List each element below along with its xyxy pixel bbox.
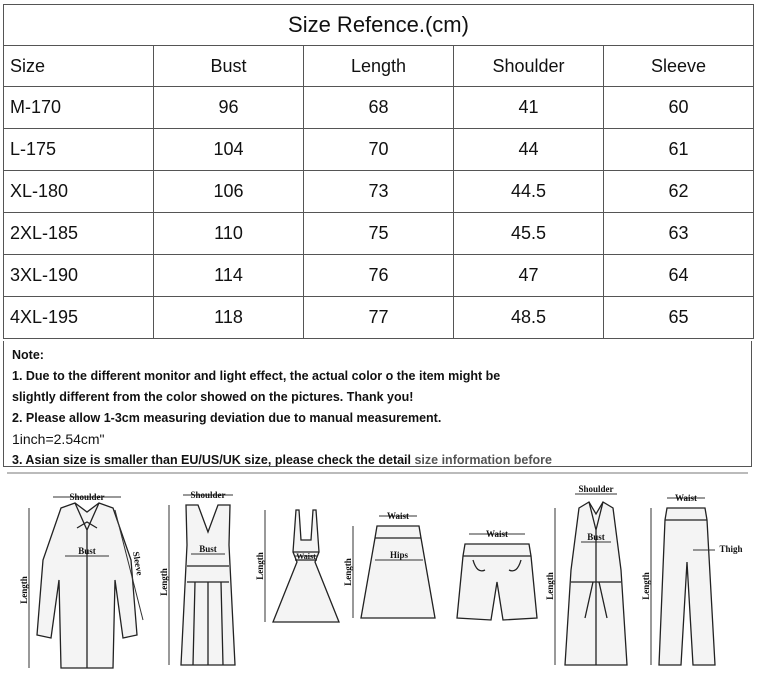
table-cell: 4XL-195	[4, 297, 154, 339]
thigh-label: Thigh	[719, 544, 743, 554]
note-3-text: 3. Asian size is smaller than EU/US/UK size, please check the detail	[12, 453, 415, 467]
hips-label: Hips	[389, 550, 409, 560]
table-cell: 110	[154, 213, 304, 255]
table-row	[4, 87, 754, 129]
waist-label: Waist	[674, 493, 698, 503]
table-cell: 65	[604, 297, 754, 339]
table-cell: 70	[304, 129, 454, 171]
coat-diagram	[545, 484, 627, 665]
table-row	[4, 213, 754, 255]
column-header: Shoulder	[454, 46, 604, 87]
table-cell: 64	[604, 255, 754, 297]
table-cell: 75	[304, 213, 454, 255]
note-3-highlight: size information before	[414, 453, 553, 467]
table-cell: XL-180	[4, 171, 154, 213]
sleeve-label: Sleeve	[130, 550, 145, 577]
shoulder-label: Shoulder	[578, 484, 614, 494]
table-cell: 68	[304, 87, 454, 129]
table-cell: 76	[304, 255, 454, 297]
sleeveless-top-diagram	[159, 490, 235, 665]
table-cell: 106	[154, 171, 304, 213]
table-cell: L-175	[4, 129, 154, 171]
bust-label: Bust	[587, 532, 605, 542]
table-cell: 47	[454, 255, 604, 297]
shoulder-label: Shoulder	[69, 492, 105, 502]
table-cell: 60	[604, 87, 754, 129]
table-header-row	[4, 46, 754, 87]
table-cell: 118	[154, 297, 304, 339]
table-cell: 3XL-190	[4, 255, 154, 297]
note-1-line-1: 1. Due to the different monitor and light effect, the actual color o the item might be	[12, 369, 501, 383]
length-label: Length	[19, 576, 29, 604]
table-cell: 2XL-185	[4, 213, 154, 255]
bust-label: Bust	[199, 544, 217, 554]
table-cell: 62	[604, 171, 754, 213]
column-header: Sleeve	[604, 46, 754, 87]
waist-label: Waist	[485, 529, 509, 539]
note-1-line-2: slightly different from the color showed on the pictures. Thank you!	[12, 390, 414, 404]
table-cell: 104	[154, 129, 304, 171]
waist-label: Waist	[296, 552, 316, 561]
column-header: Size	[4, 46, 154, 87]
length-label: Length	[343, 558, 353, 586]
table-cell: M-170	[4, 87, 154, 129]
trousers-diagram	[641, 493, 743, 665]
table-cell: 44.5	[454, 171, 604, 213]
length-label: Length	[255, 552, 265, 580]
column-header: Length	[304, 46, 454, 87]
table-cell: 63	[604, 213, 754, 255]
note-2: 2. Please allow 1-3cm measuring deviation due to manual measurement.	[12, 411, 442, 425]
note-3	[12, 450, 751, 471]
table-cell: 73	[304, 171, 454, 213]
inch-conversion: 1inch=2.54cm"	[12, 431, 105, 447]
shorts-diagram	[457, 529, 537, 620]
size-table	[3, 4, 754, 339]
skirt-diagram	[343, 511, 435, 618]
notes-section	[3, 341, 752, 467]
table-cell: 48.5	[454, 297, 604, 339]
table-cell: 61	[604, 129, 754, 171]
table-cell: 44	[454, 129, 604, 171]
bust-label: Bust	[78, 546, 96, 556]
length-label: Length	[159, 568, 169, 596]
length-label: Length	[545, 572, 555, 600]
table-cell: 77	[304, 297, 454, 339]
table-cell: 96	[154, 87, 304, 129]
table-cell: 41	[454, 87, 604, 129]
table-row	[4, 255, 754, 297]
table-row	[4, 171, 754, 213]
column-header: Bust	[154, 46, 304, 87]
table-row	[4, 297, 754, 339]
table-title: Size Refence.(cm)	[4, 5, 754, 46]
notes-heading: Note:	[12, 348, 44, 362]
length-label: Length	[641, 572, 651, 600]
table-row	[4, 129, 754, 171]
blouse-diagram	[19, 492, 145, 668]
measurement-diagram	[3, 470, 754, 685]
dress-diagram	[255, 510, 339, 622]
table-cell: 114	[154, 255, 304, 297]
table-cell: 45.5	[454, 213, 604, 255]
shoulder-label: Shoulder	[190, 490, 226, 500]
waist-label: Waist	[386, 511, 410, 521]
